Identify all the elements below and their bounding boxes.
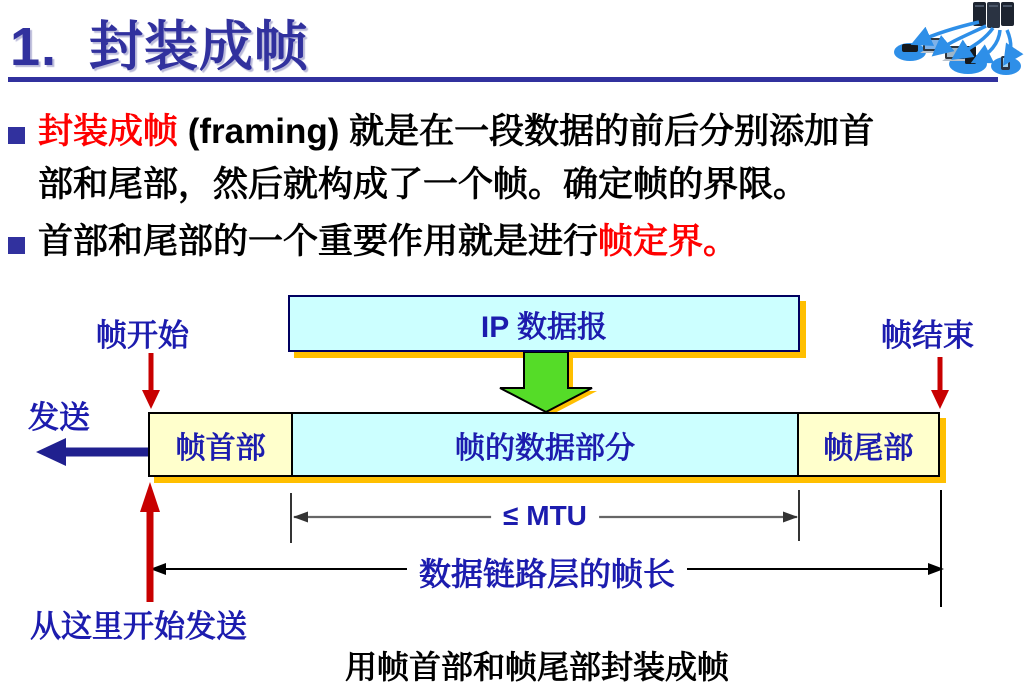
bullet-marker: [8, 237, 25, 254]
network-illustration-icon: [893, 2, 1029, 78]
bullet-marker: [8, 127, 25, 144]
frame-data-label: 帧的数据部分: [455, 431, 635, 465]
mtu-label: ≤ MTU: [491, 500, 599, 532]
frame-start-label: 帧开始: [96, 318, 189, 353]
bullet-1: [38, 105, 874, 211]
frame-data-cell: [291, 414, 796, 475]
frame-trailer-cell: [797, 414, 938, 475]
frame-end-tick: [940, 490, 942, 607]
server-icon: [973, 2, 1014, 28]
frame-end-label: 帧结束: [881, 318, 974, 353]
diagram-caption: 用帧首部和帧尾部封装成帧: [344, 649, 730, 685]
modem-icon: [902, 44, 918, 52]
send-label: 发送: [28, 400, 90, 435]
send-from-here-label: 从这里开始发送: [30, 609, 247, 644]
frame-row: [148, 412, 940, 477]
frame-trailer-label: 帧尾部: [823, 431, 914, 465]
blue-left-arrow-icon: [36, 438, 148, 466]
title-underline: [8, 77, 998, 82]
green-down-arrow-icon: [490, 352, 604, 416]
bullet-1-text-line2: 部和尾部，然后就构成了一个帧。确定帧的界限。: [38, 165, 809, 204]
bullet-2-highlight: 帧定界。: [598, 222, 739, 261]
page-title: 1. 封装成帧: [10, 17, 310, 77]
bullet-2: [38, 215, 738, 268]
ip-datagram-box: [288, 295, 800, 352]
frame-length-label: 数据链路层的帧长: [407, 549, 687, 595]
ip-datagram-label: IP 数据报: [480, 310, 608, 344]
red-up-arrow-icon: [140, 482, 160, 602]
frame-header-cell: [150, 414, 291, 475]
red-down-arrow-icon: [931, 357, 949, 409]
bullet-1-highlight: 封装成帧: [38, 112, 179, 151]
frame-header-label: 帧首部: [175, 431, 266, 465]
red-down-arrow-icon: [142, 353, 160, 409]
bullet-2-text: 首部和尾部的一个重要作用就是进行: [38, 222, 599, 261]
bullet-1-text: (framing) 就是在一段数据的前后分别添加首: [178, 112, 875, 151]
